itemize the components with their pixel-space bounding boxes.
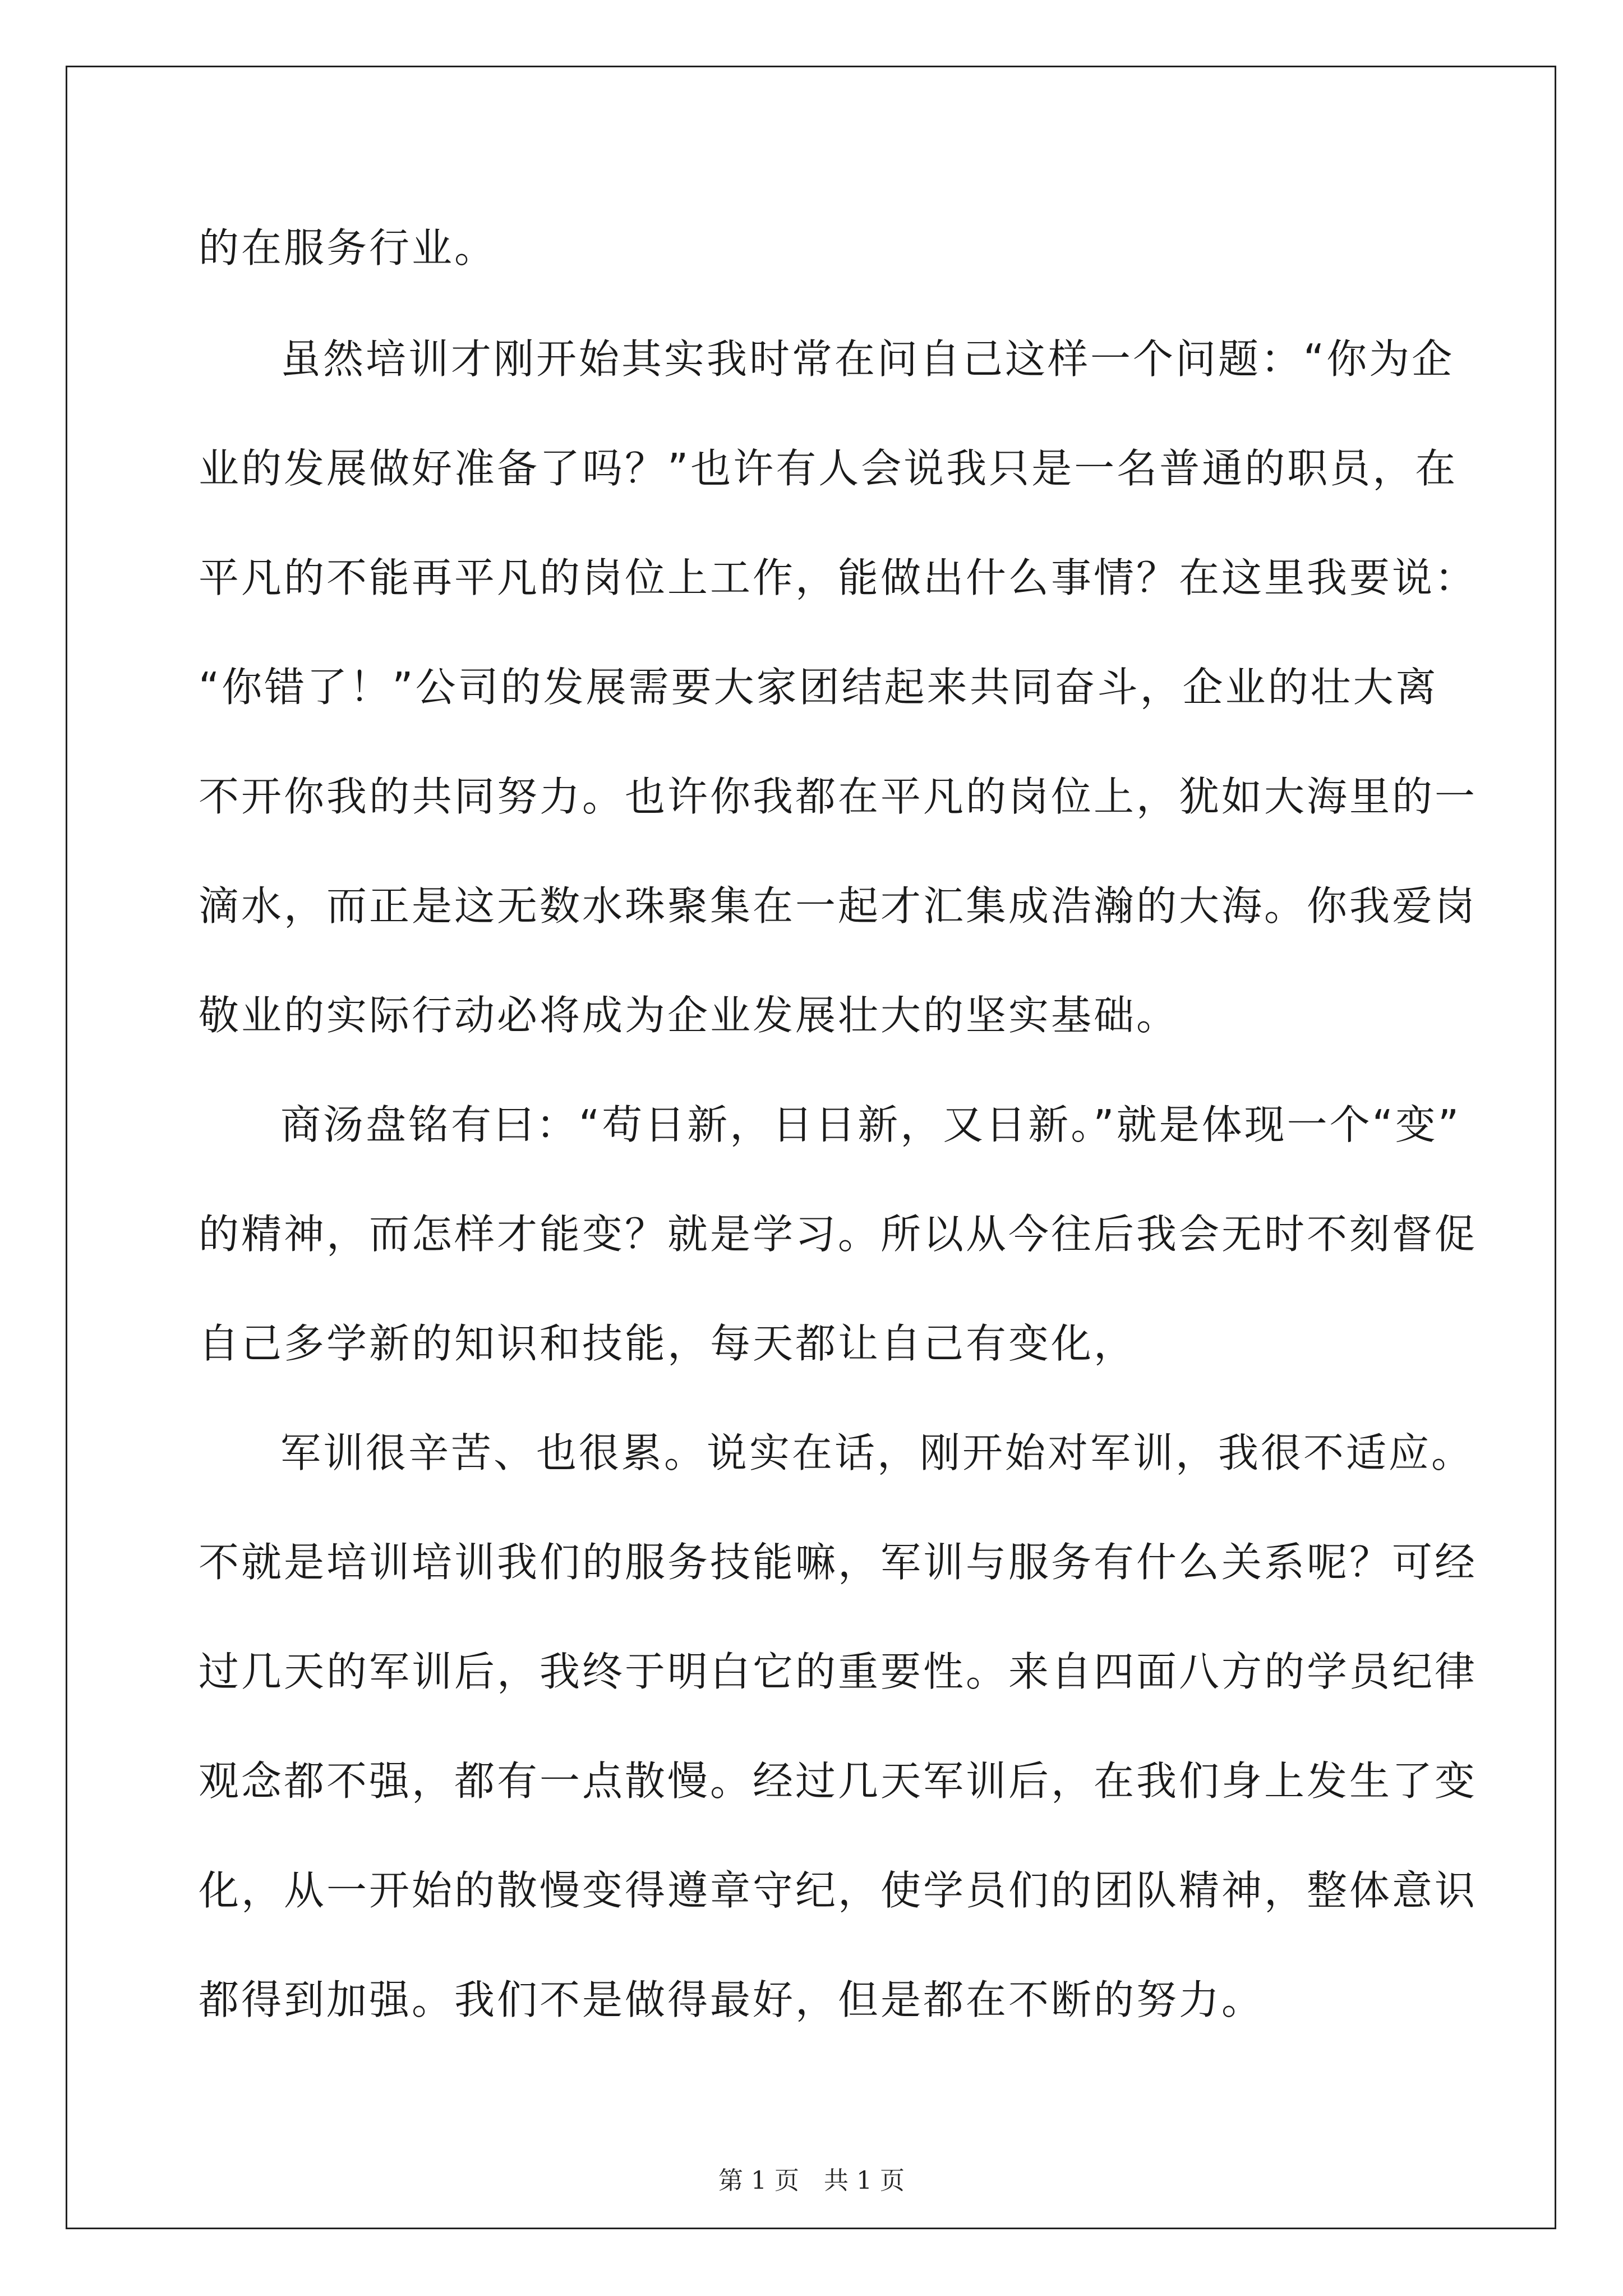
paragraph-line: 敬业的实际行动必将成为企业发展壮大的坚实基础。 [199, 992, 1179, 1039]
paragraph-line: 军训很辛苦、也很累。说实在话，刚开始对军训，我很不适应。 [280, 1429, 1474, 1476]
paragraph-line: 业的发展做好准备了吗？”也许有人会说我只是一名普通的职员，在 [199, 445, 1458, 492]
paragraph-line: 虽然培训才刚开始其实我时常在问自己这样一个问题：“你为企 [280, 335, 1455, 383]
paragraph-line: 自己多学新的知识和技能，每天都让自己有变化， [199, 1320, 1137, 1367]
paragraph-line: “你错了！”公司的发展需要大家团结起来共同奋斗，企业的壮大离 [199, 664, 1438, 711]
paragraph-line: 过几天的军训后，我终于明白它的重要性。来自四面八方的学员纪律 [199, 1648, 1478, 1695]
paragraph-line: 滴水，而正是这无数水珠聚集在一起才汇集成浩瀚的大海。你我爱岗 [199, 882, 1478, 930]
paragraph-line: 的精神，而怎样才能变？就是学习。所以从今往后我会无时不刻督促 [199, 1211, 1478, 1258]
paragraph-line: 商汤盘铭有曰：“苟日新，日日新，又日新。”就是体现一个“变” [280, 1101, 1461, 1148]
page-number-footer: 第 1 页 共 1 页 [718, 2166, 905, 2195]
paragraph-line: 化，从一开始的散慢变得遵章守纪，使学员们的团队精神，整体意识 [199, 1867, 1478, 1914]
paragraph-line: 平凡的不能再平凡的岗位上工作，能做出什么事情？在这里我要说： [199, 554, 1478, 601]
paragraph-line: 不就是培训培训我们的服务技能嘛，军训与服务有什么关系呢？可经 [199, 1539, 1478, 1586]
paragraph-line: 观念都不强，都有一点散慢。经过几天军训后，在我们身上发生了变 [199, 1757, 1478, 1805]
paragraph-line: 的在服务行业。 [199, 224, 497, 272]
paragraph-line: 都得到加强。我们不是做得最好，但是都在不断的努力。 [199, 1976, 1265, 2023]
paragraph-line: 不开你我的共同努力。也许你我都在平凡的岗位上，犹如大海里的一 [199, 773, 1478, 820]
